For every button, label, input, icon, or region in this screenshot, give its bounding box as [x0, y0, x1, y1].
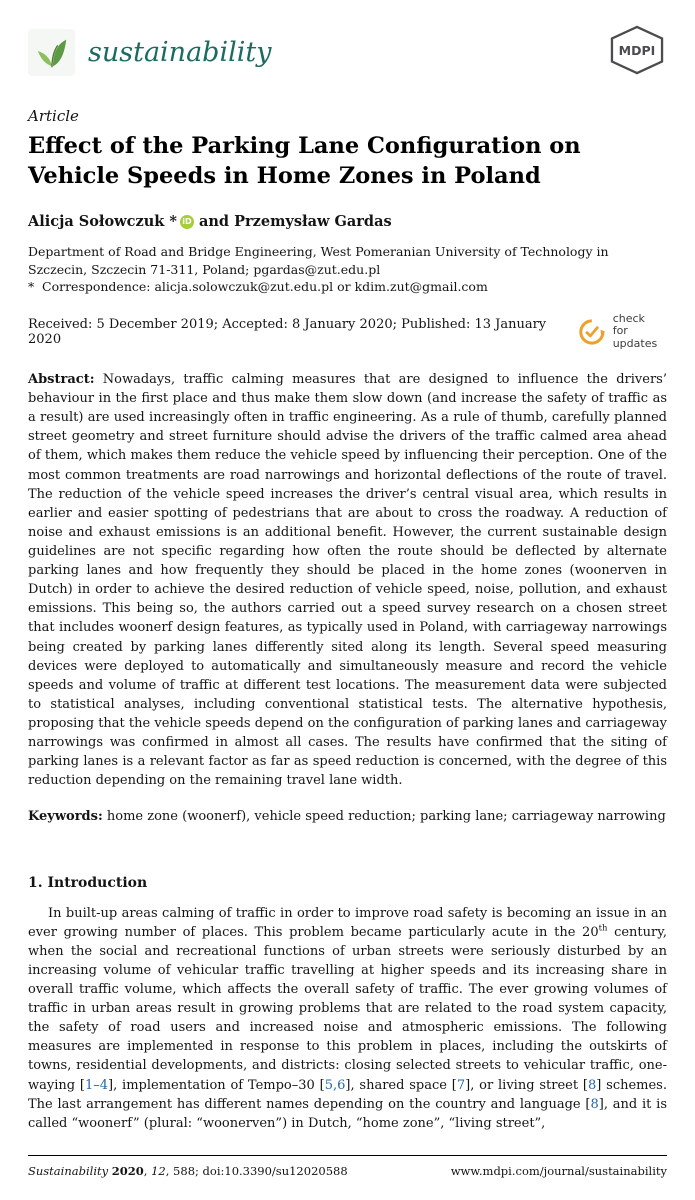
- citation-link[interactable]: 1–4: [84, 1077, 109, 1093]
- orcid-icon[interactable]: iD: [180, 215, 194, 229]
- footer-journal-name: Sustainability: [28, 1164, 109, 1178]
- page-footer: [28, 1155, 667, 1178]
- superscript-text: th: [598, 922, 608, 933]
- citation-link[interactable]: 5,6: [324, 1077, 346, 1093]
- section-heading-introduction: 1. Introduction: [28, 874, 148, 891]
- journal-brand: [28, 29, 271, 76]
- abstract-label: Abstract:: [28, 372, 95, 388]
- check-badge-line2: updates: [612, 336, 658, 350]
- journal-name: sustainability: [88, 36, 272, 68]
- citation-link[interactable]: 7: [456, 1077, 466, 1093]
- footer-citation: [28, 1164, 348, 1178]
- check-badge-text: [613, 313, 663, 350]
- abstract-text: Nowadays, traffic calming measures that are designed to influence the drivers’ behaviour in the first place and thus make them slow down (and increase the safety of traffic as a result) are used increasingly often in traffic engineering. As a rule of thumb, carefully planned street geometry and street furniture should advise the drivers of the traffic calmed area ahead of them, which makes them reduce the vehicle speed by influencing their perception. One of the most common treatments are road narrowings and horizontal deflections of the route of travel. The reduction of the vehicle speed increases the driver’s central visual area, which results in earlier and easier spotting of pedestrians that are about to cross the roadway. A reduction of noise and exhaust emissions is an additional benefit. However, the current sustainable design guidelines are not specific regarding how often the route should be deflected by alternate parking lanes and how frequently they should be placed in the home zones (woonerven in Dutch) in order to achieve the desired reduction of vehicle speed, noise, pollution, and exhaust emissions. This being so, the authors carried out a speed survey research on a chosen street that includes woonerf design features, as typically used in Poland, with carriageway narrowings being created by parking lanes differently sited along its length. Several speed measuring devices were deployed to automatically and simultaneously measure and record the vehicle speeds and volume of traffic at different test locations. The measurement data were subjected to statistical analyses, including conventional statistical tests. The alternative hypothesis, proposing that the vehicle speeds depend on the configuration of parking lanes and carriageway narrowings was confirmed in almost all cases. The results have confirmed that the siting of parking lanes is a relevant factor as far as speed reduction is concerned, with the degree of this reduction depending on the remaining travel lane width.: [28, 372, 667, 789]
- article-type-label: Article: [28, 107, 79, 125]
- affiliation-text: Department of Road and Bridge Engineering, West Pomeranian University of Technology in Szczecin, Szczecin 71-311, Poland; pgardas@zut.edu.pl: [28, 243, 609, 277]
- journal-logo-box: [28, 29, 75, 76]
- mdpi-logo-text: MDPI: [618, 42, 656, 58]
- keywords-label: Keywords:: [28, 809, 103, 825]
- affiliation-block: [28, 243, 667, 296]
- keywords-paragraph: [28, 807, 667, 826]
- footer-volume: 12: [151, 1164, 166, 1178]
- authors-line: [28, 213, 667, 230]
- correspondence-text: Correspondence: alicja.solowczuk@zut.edu.pl or kdim.zut@gmail.com: [42, 279, 488, 295]
- citation-link[interactable]: 8: [590, 1096, 599, 1112]
- footer-year: 2020: [111, 1164, 144, 1178]
- footer-separator: ,: [143, 1164, 152, 1178]
- introduction-paragraph: In built-up areas calming of traffic in order to improve road safety is becoming an issue in an ever growing number of places. This problem became particularly acute in the 20th century, when the social and recreational functions of urban streets were seriously disturbed by an increasing volume of vehicular traffic travelling at higher speeds and its increasing share in overall traffic volume, which affects the overall safety of traffic. The ever growing volumes of traffic in urban areas result in growing problems that are related to the road system capacity, the safety of road users and increased noise and atmospheric emissions. The following measures are implemented in response to this problem in places, including the outskirts of towns, residential developments, and districts: closing selected streets to vehicular traffic, one-waying [1–4], implementation of Tempo–30 [5,6], shared space [7], or living street [8] schemes. The last arrangement has different names depending on the country and language [8], and it is called “woonerf” (plural: “woonerven”) in Dutch, “home zone”, “living street”,: [28, 905, 667, 1131]
- correspondence-marker: *: [28, 279, 35, 295]
- correspondence-line: [28, 278, 667, 296]
- footer-journal-url[interactable]: www.mdpi.com/journal/sustainability: [450, 1164, 667, 1178]
- article-title: Effect of the Parking Lane Configuration on Vehicle Speeds in Home Zones in Poland: [28, 133, 581, 189]
- check-for-updates-badge[interactable]: [578, 313, 663, 350]
- citation-link[interactable]: 8: [587, 1077, 597, 1093]
- crossmark-icon: [578, 318, 606, 346]
- footer-doi: , 588; doi:10.3390/su12020588: [165, 1164, 348, 1178]
- mdpi-hexagon-icon: [607, 24, 667, 76]
- dates-row: [28, 313, 667, 350]
- author-first: Alicja Sołowczuk *: [28, 212, 177, 230]
- leaf-icon: [33, 33, 71, 71]
- check-badge-line1: check for: [612, 312, 645, 338]
- mdpi-logo: [607, 24, 667, 80]
- keywords-text: home zone (woonerf), vehicle speed reduction; parking lane; carriageway narrowing: [106, 809, 666, 825]
- page-header: [28, 24, 667, 80]
- dates-line: Received: 5 December 2019; Accepted: 8 January 2020; Published: 13 January 2020: [28, 316, 547, 347]
- author-rest: and Przemysław Gardas: [198, 212, 392, 230]
- abstract-paragraph: [28, 370, 667, 790]
